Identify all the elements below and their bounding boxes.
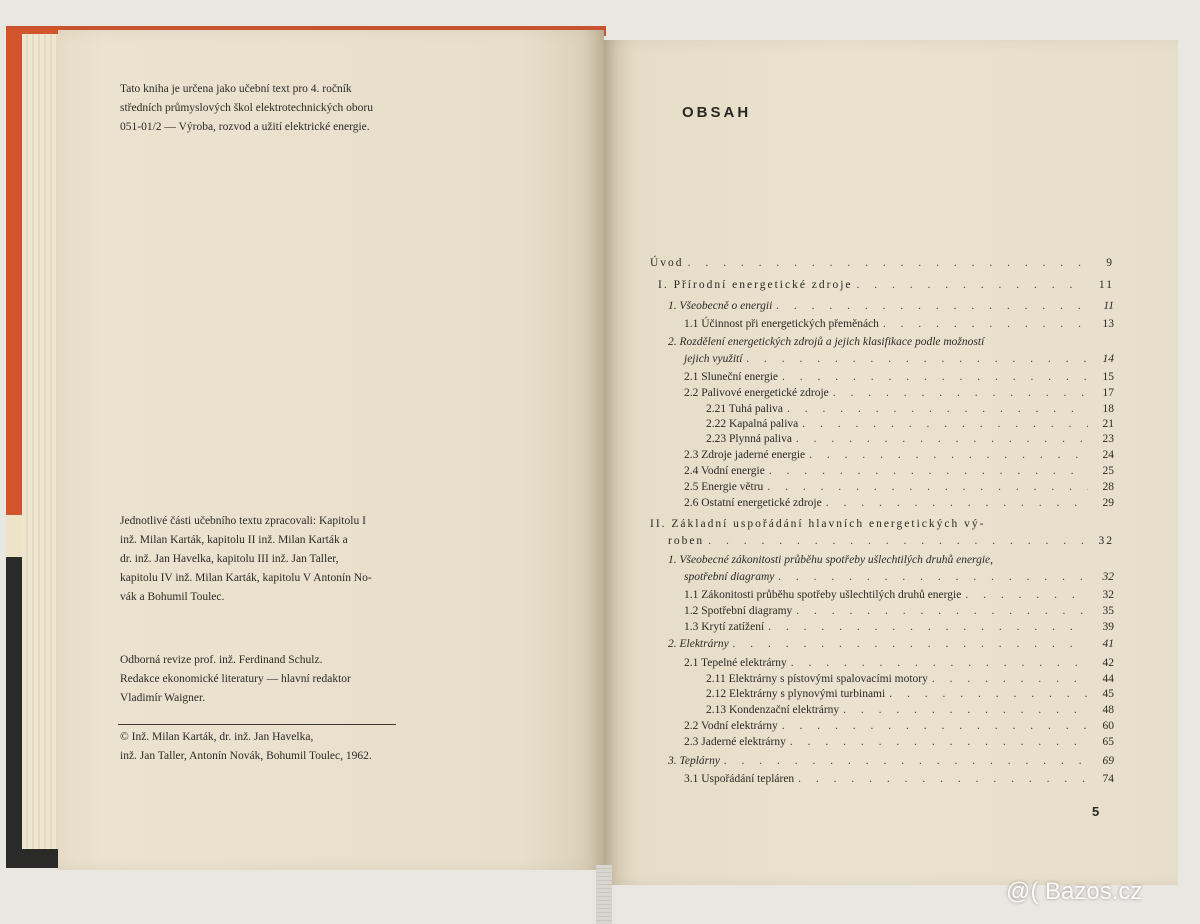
toc-entry-label: II. Základní uspořádání hlavních energetických vý- xyxy=(650,518,986,530)
toc-entry xyxy=(684,657,1114,673)
toc-entry-page: 41 xyxy=(1102,638,1114,650)
text-line: inž. Jan Taller, Antonín Novák, Bohumil Toulec, 1962. xyxy=(120,750,372,762)
toc-leader xyxy=(791,657,1088,669)
toc-leader xyxy=(883,318,1088,330)
toc-entry-label: Úvod xyxy=(650,257,684,269)
toc-entry-page: 29 xyxy=(1102,497,1114,509)
toc-entry-page: 32 xyxy=(1098,535,1114,547)
toc-entry xyxy=(684,387,1114,403)
text-line: © Inž. Milan Karták, dr. inž. Jan Havelka, xyxy=(120,731,314,743)
toc-entry xyxy=(684,773,1114,789)
toc-entry-page: 44 xyxy=(1102,673,1114,685)
text-line: inž. Milan Karták, kapitolu II inž. Milan Karták a xyxy=(120,534,348,546)
toc-entry-label: 2.3 Jaderné elektrárny xyxy=(684,736,786,748)
toc-entry-label: roben xyxy=(668,535,705,547)
toc-entry-page: 23 xyxy=(1102,433,1114,445)
toc-entry xyxy=(684,353,1114,369)
toc-entry xyxy=(684,621,1114,637)
toc-entry-label: spotřební diagramy xyxy=(684,571,775,583)
text-line: dr. inž. Jan Havelka, kapitolu III inž. Jan Taller, xyxy=(120,553,339,565)
text-line: 051-01/2 — Výroba, rozvod a užití elektrické energie. xyxy=(120,121,370,133)
toc-leader xyxy=(768,621,1088,633)
toc-entry-label: 3.1 Uspořádání tepláren xyxy=(684,773,795,785)
toc-entry-page: 25 xyxy=(1102,465,1114,477)
toc-leader xyxy=(809,449,1088,461)
page-number: 5 xyxy=(1092,804,1100,819)
toc-leader xyxy=(778,571,1088,583)
toc-entry-label: 3. Teplárny xyxy=(668,755,720,767)
toc-entry-label: 2.22 Kapalná paliva xyxy=(706,418,799,430)
toc-entry-label: 2.1 Tepelné elektrárny xyxy=(684,657,787,669)
toc-entry-label: 2.12 Elektrárny s plynovými turbinami xyxy=(706,688,886,700)
toc-entry-page: 13 xyxy=(1102,318,1114,330)
toc-entry xyxy=(668,554,1114,570)
toc-entry-page: 21 xyxy=(1102,418,1114,430)
toc-leader xyxy=(796,433,1088,445)
toc-entry-page: 11 xyxy=(1098,279,1114,291)
toc-entry xyxy=(668,300,1114,316)
toc-entry xyxy=(684,318,1114,334)
toc-entry-label: 1. Všeobecné zákonitosti průběhu spotřeby ušlechtilých druhů energie, xyxy=(668,554,994,566)
watermark: @( Bazos.cz xyxy=(1006,878,1143,905)
toc-entry xyxy=(684,720,1114,736)
toc-entry-label: 2.3 Zdroje jaderné energie xyxy=(684,449,806,461)
toc-leader xyxy=(767,481,1088,493)
toc-leader xyxy=(932,673,1088,685)
toc-entry xyxy=(684,465,1114,481)
toc-entry xyxy=(684,497,1114,513)
toc-entry-page: 65 xyxy=(1102,736,1114,748)
text-line: středních průmyslových škol elektrotechnických oboru xyxy=(120,102,373,114)
toc-entry xyxy=(706,418,1114,434)
toc-entry-label: 2.5 Energie větru xyxy=(684,481,764,493)
toc-leader xyxy=(790,736,1088,748)
toc-entry xyxy=(684,571,1114,587)
text-line: vák a Bohumil Toulec. xyxy=(120,591,225,603)
toc-entry-label: 2. Elektrárny xyxy=(668,638,729,650)
toc-entry xyxy=(668,336,1114,352)
toc-entry xyxy=(668,755,1114,771)
toc-entry-label: 2.4 Vodní energie xyxy=(684,465,765,477)
toc-entry-page: 39 xyxy=(1102,621,1114,633)
toc-entry-label: 1.2 Spotřební diagramy xyxy=(684,605,793,617)
toc-leader xyxy=(802,418,1088,430)
text-line: Tato kniha je určena jako učební text pro 4. ročník xyxy=(120,83,352,95)
toc-leader xyxy=(782,720,1088,732)
toc-leader xyxy=(776,300,1088,312)
text-line: Redakce ekonomické literatury — hlavní redaktor xyxy=(120,673,351,685)
toc-entry-label: 2.1 Sluneční energie xyxy=(684,371,778,383)
toc-entry-page: 9 xyxy=(1106,257,1114,269)
toc-entry-page: 74 xyxy=(1102,773,1114,785)
toc-leader xyxy=(843,704,1088,716)
toc-entry xyxy=(668,535,1114,551)
text-line: Vladimír Waigner. xyxy=(120,692,206,704)
toc-entry-label: 1.3 Krytí zatížení xyxy=(684,621,765,633)
toc-entry-label: 2.2 Palivové energetické zdroje xyxy=(684,387,829,399)
toc-leader xyxy=(965,589,1088,601)
toc-entry xyxy=(684,449,1114,465)
toc-entry-page: 35 xyxy=(1102,605,1114,617)
toc-entry-page: 48 xyxy=(1102,704,1114,716)
toc-entry xyxy=(706,688,1114,704)
toc-leader xyxy=(688,257,1088,269)
toc-leader xyxy=(857,279,1088,291)
text-line: Odborná revize prof. inž. Ferdinand Schulz. xyxy=(120,654,323,666)
toc-entry-page: 15 xyxy=(1102,371,1114,383)
toc-entry-page: 24 xyxy=(1102,449,1114,461)
toc-entry xyxy=(706,433,1114,449)
toc-entry xyxy=(684,481,1114,497)
toc-entry-label: 2.21 Tuhá paliva xyxy=(706,403,783,415)
toc-entry xyxy=(650,257,1114,273)
toc-entry-page: 18 xyxy=(1102,403,1114,415)
toc-entry-label: 2.13 Kondenzační elektrárny xyxy=(706,704,840,716)
toc-entry-page: 32 xyxy=(1102,571,1114,583)
toc-entry-page: 28 xyxy=(1102,481,1114,493)
toc-leader xyxy=(787,403,1088,415)
toc-leader xyxy=(833,387,1088,399)
toc-entry xyxy=(668,638,1114,654)
text-line: kapitolu IV inž. Milan Karták, kapitolu V Antonín No- xyxy=(120,572,372,584)
toc-entry-label: jejich využití xyxy=(684,353,743,365)
toc-entry-page: 32 xyxy=(1102,589,1114,601)
toc-entry-page: 11 xyxy=(1103,300,1114,312)
toc-entry-label: 1.1 Zákonitosti průběhu spotřeby ušlechtilých druhů energie xyxy=(684,589,962,601)
toc-entry-label: 2. Rozdělení energetických zdrojů a jejich klasifikace podle možností xyxy=(668,336,985,348)
toc-leader xyxy=(889,688,1088,700)
toc-leader xyxy=(796,605,1088,617)
toc-entry-label: 2.2 Vodní elektrárny xyxy=(684,720,778,732)
toc-entry xyxy=(684,736,1114,752)
toc-leader xyxy=(826,497,1088,509)
toc-leader xyxy=(798,773,1088,785)
toc-entry-label: 2.6 Ostatní energetické zdroje xyxy=(684,497,822,509)
toc-entry xyxy=(706,673,1114,689)
toc-entry-label: 1.1 Účinnost při energetických přeměnách xyxy=(684,318,879,330)
toc-entry-page: 14 xyxy=(1102,353,1114,365)
text-line: Jednotlivé části učebního textu zpracovali: Kapitolu I xyxy=(120,515,366,527)
toc-entry-label: 2.11 Elektrárny s pístovými spalovacími motory xyxy=(706,673,928,685)
toc-leader xyxy=(769,465,1088,477)
toc-leader xyxy=(733,638,1088,650)
toc-leader xyxy=(746,353,1088,365)
toc-entry xyxy=(684,589,1114,605)
toc-entry-page: 60 xyxy=(1102,720,1114,732)
toc-entry-page: 17 xyxy=(1102,387,1114,399)
toc-leader xyxy=(708,535,1088,547)
toc-leader xyxy=(782,371,1088,383)
toc-entry-page: 42 xyxy=(1102,657,1114,669)
toc-entry-page: 69 xyxy=(1102,755,1114,767)
toc-entry-label: 1. Všeobecně o energii xyxy=(668,300,773,312)
toc-leader xyxy=(724,755,1088,767)
toc-entry xyxy=(684,605,1114,621)
toc-entry xyxy=(650,518,1114,534)
toc-entry-page: 45 xyxy=(1102,688,1114,700)
toc-entry xyxy=(706,704,1114,720)
toc-entry xyxy=(684,371,1114,387)
toc-entry xyxy=(658,279,1114,295)
toc-entry-label: 2.23 Plynná paliva xyxy=(706,433,792,445)
toc-entry-label: I. Přírodní energetické zdroje xyxy=(658,279,853,291)
toc-entry xyxy=(706,403,1114,419)
toc-title: OBSAH xyxy=(682,104,752,121)
